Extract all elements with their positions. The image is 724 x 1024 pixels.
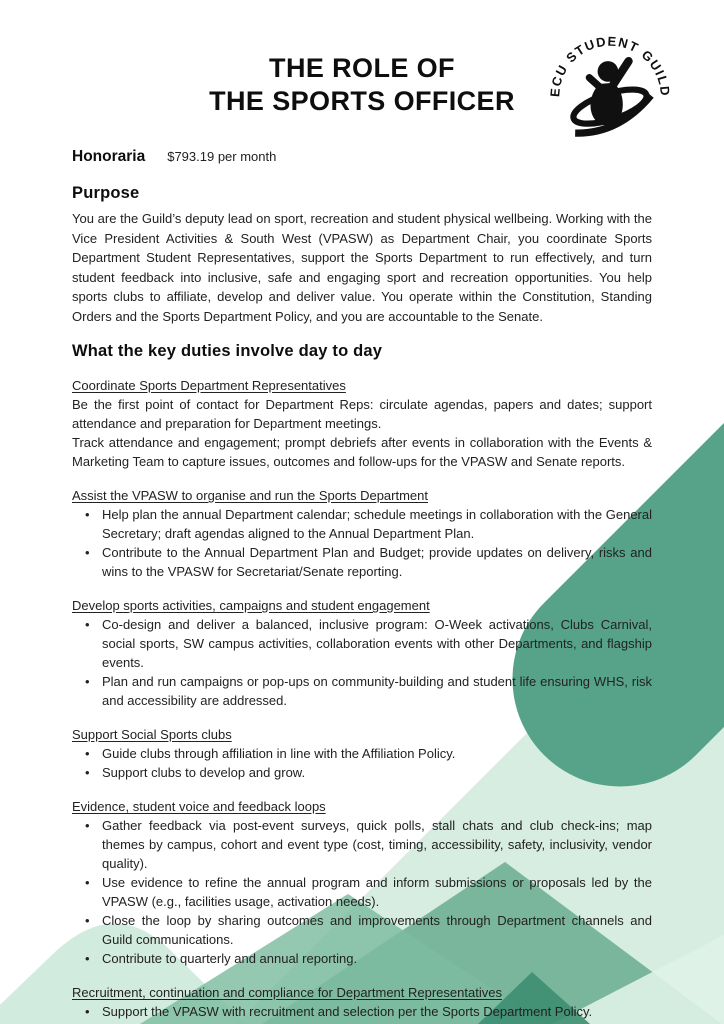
bullet-item — [72, 911, 652, 949]
page-title-line1: THE ROLE OF — [269, 53, 455, 83]
page-title-line2: THE SPORTS OFFICER — [209, 86, 515, 116]
bullet-text: Contribute to quarterly and annual reporting. — [102, 951, 358, 966]
bullet-item — [72, 543, 652, 581]
bullet-text: Support the VPASW with recruitment and selection per the Sports Department Policy. — [102, 1004, 593, 1019]
duty-section-title: Coordinate Sports Department Representatives — [72, 378, 346, 393]
bullet-item — [72, 873, 652, 911]
duty-paragraph: Track attendance and engagement; prompt debriefs after events in collaboration with the Events & Marketing Team to capture issues, outcomes and follow-ups for the VPASW and Senate reports. — [72, 435, 652, 469]
bullet-item — [72, 949, 652, 968]
bullet-marker-icon: • — [85, 617, 90, 632]
duty-section — [72, 596, 652, 710]
bullet-text: Use evidence to refine the annual program and inform submissions or proposals led by the VPASW (e.g., facilities usage, activation needs). — [102, 875, 652, 909]
bullet-marker-icon: • — [85, 746, 90, 761]
bullet-marker-icon: • — [85, 507, 90, 522]
duty-section-title: Recruitment, continuation and compliance for Department Representatives — [72, 985, 502, 1000]
duty-section — [72, 376, 652, 471]
duty-section — [72, 486, 652, 581]
duty-bullet-list — [72, 816, 652, 968]
bullet-marker-icon: • — [85, 1004, 90, 1019]
bullet-marker-icon: • — [85, 875, 90, 890]
duty-section-title: Evidence, student voice and feedback loops — [72, 799, 326, 814]
bullet-text: Guide clubs through affiliation in line with the Affiliation Policy. — [102, 746, 456, 761]
duty-section — [72, 983, 652, 1021]
duty-paragraph: Be the first point of contact for Department Reps: circulate agendas, papers and dates; support attendance and preparation for Department meetings. — [72, 397, 652, 431]
purpose-body: You are the Guild’s deputy lead on sport, recreation and student physical wellbeing. Working with the Vice President Activities & South West (VPASW) as Department Chair, you coordinate Sports Department Student Representatives, support the Sports Department to run effectively, and turn student feedback into inclusive, safe and engaging sport and recreation opportunities. You help sports clubs to affiliate, develop and deliver value. You operate within the Constitution, Standing Orders and the Sports Department Policy, and you are accountable to the Senate. — [72, 211, 652, 324]
bullet-text: Plan and run campaigns or pop-ups on community-building and student life ensuring WHS, risk and accessibility are addressed. — [102, 674, 652, 708]
bullet-text: Contribute to the Annual Department Plan and Budget; provide updates on delivery, risks and wins to the VPASW for Secretariat/Senate reporting. — [102, 545, 652, 579]
duty-section — [72, 797, 652, 968]
duty-bullet-list — [72, 1002, 652, 1021]
purpose-heading: Purpose — [72, 184, 140, 202]
honoraria-value: $793.19 per month — [167, 149, 277, 164]
bullet-text: Co-design and deliver a balanced, inclusive program: O-Week activations, Clubs Carnival, social sports, SW campus activities, collaboration events with other Departments, and flagship events. — [102, 617, 652, 670]
duty-sections — [72, 376, 652, 1021]
bullet-text: Close the loop by sharing outcomes and improvements through Department channels and Guild communications. — [102, 913, 652, 947]
logo-arc-text: ECU STUDENT GUILD — [548, 33, 672, 98]
logo-figure-icon — [567, 61, 657, 138]
duty-section — [72, 725, 652, 782]
bullet-item — [72, 763, 652, 782]
duty-bullet-list — [72, 505, 652, 581]
bullet-marker-icon: • — [85, 818, 90, 833]
bullet-item — [72, 672, 652, 710]
bullet-item — [72, 615, 652, 672]
duty-section-title: Assist the VPASW to organise and run the Sports Department — [72, 488, 428, 503]
bullet-marker-icon: • — [85, 674, 90, 689]
ecu-student-guild-logo — [548, 24, 672, 152]
duty-section-title: Support Social Sports clubs — [72, 727, 232, 742]
duty-bullet-list — [72, 615, 652, 710]
bullet-marker-icon: • — [85, 765, 90, 780]
duty-section-title: Develop sports activities, campaigns and student engagement — [72, 598, 430, 613]
bullet-item — [72, 1002, 652, 1021]
bullet-marker-icon: • — [85, 913, 90, 928]
bullet-text: Gather feedback via post-event surveys, quick polls, stall chats and club check-ins; map themes by campus, cohort and event type (cost, timing, accessibility, safety, inclusivity, vendor quality). — [102, 818, 652, 871]
bullet-marker-icon: • — [85, 951, 90, 966]
bullet-item — [72, 505, 652, 543]
honoraria-label: Honoraria — [72, 148, 146, 165]
guild-emblem-icon — [548, 24, 672, 152]
bullet-marker-icon: • — [85, 545, 90, 560]
bullet-item — [72, 816, 652, 873]
key-duties-heading: What the key duties involve day to day — [72, 342, 383, 360]
bullet-text: Help plan the annual Department calendar; schedule meetings in collaboration with the General Secretary; draft agendas aligned to the Annual Department Plan. — [102, 507, 652, 541]
bullet-item — [72, 744, 652, 763]
duty-bullet-list — [72, 744, 652, 782]
bullet-text: Support clubs to develop and grow. — [102, 765, 306, 780]
